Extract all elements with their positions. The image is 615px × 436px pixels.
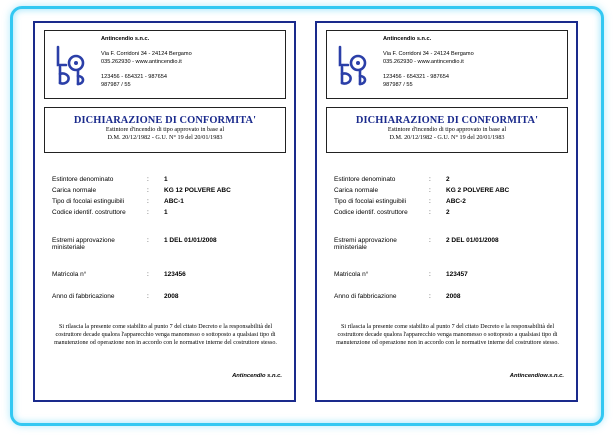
field-label: Anno di fabbricazione <box>52 293 115 300</box>
field-colon: : <box>147 187 149 194</box>
field-label: Tipo di focolai estinguibili <box>52 198 125 205</box>
title-box <box>326 107 568 153</box>
field-label: Tipo di focolai estinguibili <box>334 198 407 205</box>
subtitle-line-2: D.M. 20/12/1982 - G.U. N° 19 del 20/01/1983 <box>389 133 505 141</box>
company-details <box>383 36 474 89</box>
company-vat: 123456 - 654321 - 987654 <box>383 74 449 81</box>
signature: Antincendio s.n.c. <box>232 373 282 379</box>
conformity-statement: Si rilascia la presente come stabilito al punto 7 del citato Decreto e la responsabilità del costruttore decade qualora l'apparecchio venga manomesso o sottoposto a qualsiasi tipo di manutenzione od operazione non in accordo con le normative interne del costruttore stesso. <box>336 324 559 347</box>
company-contact: 035.262930 - www.antincendio.it <box>101 58 182 65</box>
field-colon: : <box>147 271 149 278</box>
field-label: Estintore denominato <box>334 176 396 183</box>
company-reg: 987987 / 55 <box>101 81 131 88</box>
subtitle-line-1: Estintore d'incendio di tipo approvato in base al <box>105 126 225 133</box>
company-header <box>44 30 286 99</box>
field-value: 2008 <box>164 293 179 300</box>
company-address: Via F. Corridoni 34 - 24124 Bergamo <box>101 51 192 58</box>
company-reg: 987987 / 55 <box>383 81 413 88</box>
field-value: 123457 <box>446 271 468 278</box>
field-label: Carica normale <box>334 187 379 194</box>
certificate-page-2 <box>315 21 578 402</box>
company-name: Antincendio s.n.c. <box>383 36 432 42</box>
signature: Antincendiow.s.n.c. <box>509 373 564 379</box>
field-label: Anno di fabbricazione <box>334 293 397 300</box>
field-label: Codice identif. costruttore <box>52 209 126 216</box>
conformity-statement: Si rilascia la presente come stabilito al punto 7 del citato Decreto e la responsabilità del costruttore decade qualora l'apparecchio venga manomesso o sottoposto a qualsiasi tipo di manutenzione od operazione non in accordo con le normative interne del costruttore stesso. <box>54 324 277 347</box>
field-value: 1 DEL 01/01/2008 <box>164 237 217 244</box>
field-value: 2 <box>446 176 450 183</box>
field-value: KG 12 POLVERE ABC <box>164 187 231 194</box>
field-value: 2 DEL 01/01/2008 <box>446 237 499 244</box>
company-vat: 123456 - 654321 - 987654 <box>101 74 167 81</box>
document-title: DICHIARAZIONE DI CONFORMITA' <box>355 115 539 126</box>
title-box <box>44 107 286 153</box>
field-value: 2008 <box>446 293 461 300</box>
lob-logo-icon <box>332 43 376 87</box>
subtitle-line-2: D.M. 20/12/1982 - G.U. N° 19 del 20/01/1983 <box>107 133 223 141</box>
field-colon: : <box>429 237 431 244</box>
field-colon: : <box>429 209 431 216</box>
field-value: ABC-2 <box>446 198 466 205</box>
field-value: 2 <box>446 209 450 216</box>
company-details <box>101 36 192 89</box>
field-colon: : <box>147 176 149 183</box>
field-value: 1 <box>164 176 168 183</box>
field-colon: : <box>429 176 431 183</box>
field-colon: : <box>429 271 431 278</box>
field-colon: : <box>429 293 431 300</box>
field-colon: : <box>147 293 149 300</box>
field-value: ABC-1 <box>164 198 184 205</box>
field-value: KG 2 POLVERE ABC <box>446 187 510 194</box>
field-label: Estremi approvazione ministeriale <box>52 237 115 252</box>
field-value: 1 <box>164 209 168 216</box>
company-header <box>326 30 568 99</box>
certificate-page-1 <box>33 21 296 402</box>
field-label: Codice identif. costruttore <box>334 209 408 216</box>
field-label: Estremi approvazione ministeriale <box>334 237 397 252</box>
field-label: Matricola n° <box>334 271 369 278</box>
field-label: Matricola n° <box>52 271 87 278</box>
field-colon: : <box>429 198 431 205</box>
field-colon: : <box>429 187 431 194</box>
field-value: 123456 <box>164 271 186 278</box>
field-label: Estintore denominato <box>52 176 114 183</box>
company-contact: 035.262930 - www.antincendio.it <box>383 58 464 65</box>
field-colon: : <box>147 237 149 244</box>
subtitle-line-1: Estintore d'incendio di tipo approvato in base al <box>387 126 507 133</box>
company-name: Antincendio s.n.c. <box>101 36 150 42</box>
document-title: DICHIARAZIONE DI CONFORMITA' <box>73 115 257 126</box>
lob-logo-icon <box>50 43 94 87</box>
field-colon: : <box>147 198 149 205</box>
field-colon: : <box>147 209 149 216</box>
field-label: Carica normale <box>52 187 97 194</box>
company-address: Via F. Corridoni 34 - 24124 Bergamo <box>383 51 474 58</box>
